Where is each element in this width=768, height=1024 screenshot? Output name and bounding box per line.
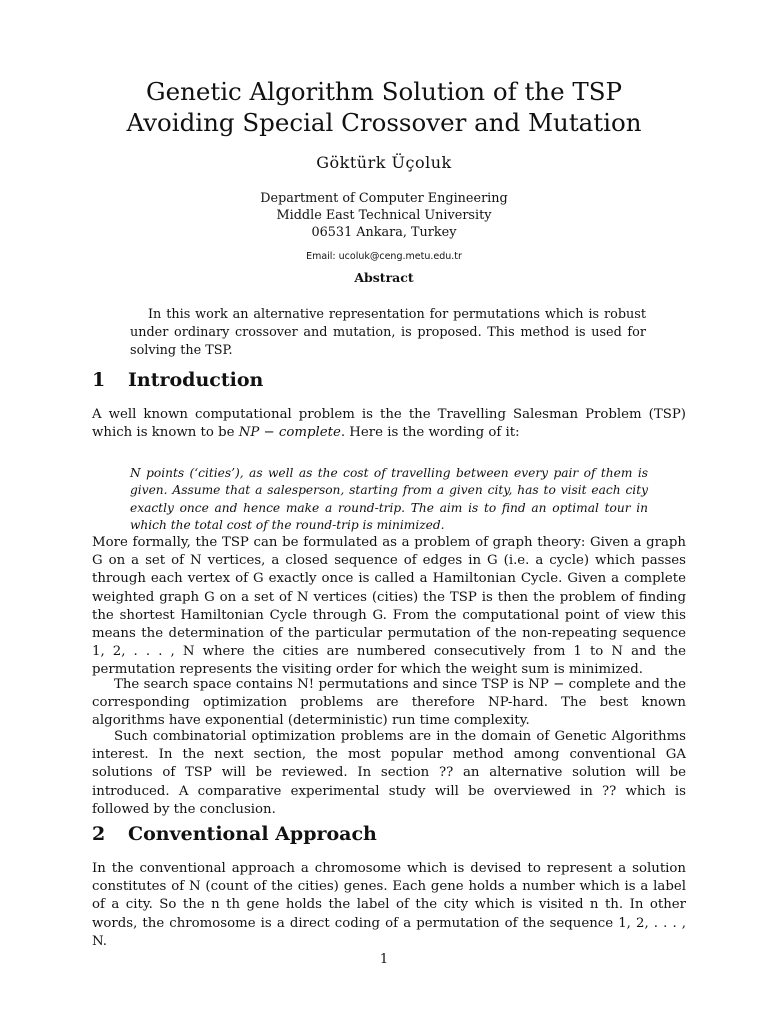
text-span: A well known computational problem is the the Travelling Salesman Problem (TSP) which is known to be bbox=[92, 407, 686, 441]
intro-paragraph-2: More formally, the TSP can be formulated as a problem of graph theory: Given a graph G on a set of N vertices, a closed sequence of edges in G (i.e. a cycle) which passes through each vertex of G exactly once is called a Hamiltonian Cycle. Given a complete weighted graph G on a set of N vertices (cities) the TSP is then the problem of finding the shortest Hamiltonian Cycle through G. From the computational point of view this means the determination of the particular permutation of the non-repeating sequence 1, 2, . . . , N where the cities are numbered consecutively from 1 to N and the permutation represents the visiting order for which the weight sum is minimized. bbox=[92, 535, 686, 678]
affiliation-line: 06531 Ankara, Turkey bbox=[311, 225, 457, 240]
section-title: Conventional Approach bbox=[128, 823, 377, 845]
author-email: Email: ucoluk@ceng.metu.edu.tr bbox=[306, 251, 462, 262]
section-number: 1 bbox=[92, 369, 106, 391]
author-name: Göktürk Üçoluk bbox=[316, 153, 452, 172]
text-span: . Here is the wording of it: bbox=[340, 425, 520, 441]
abstract-heading: Abstract bbox=[354, 270, 414, 285]
affiliation bbox=[0, 190, 768, 241]
paper-title bbox=[0, 76, 768, 138]
title-line-1: Genetic Algorithm Solution of the TSP bbox=[146, 77, 622, 106]
section-heading-introduction bbox=[92, 369, 263, 391]
affiliation-line: Department of Computer Engineering bbox=[260, 191, 508, 206]
section-heading-conventional-approach bbox=[92, 823, 377, 845]
intro-paragraph-1 bbox=[92, 406, 686, 442]
conventional-paragraph-1: In the conventional approach a chromosome which is devised to represent a solution constitutes of N (count of the cities) genes. Each gene holds a number which is a label of a city. So the n th gene holds the label of the city which is visited n th. In other words, the chromosome is a direct coding of a permutation of the sequence 1, 2, . . . , N. bbox=[92, 861, 686, 949]
section-number: 2 bbox=[92, 823, 106, 845]
section-title: Introduction bbox=[128, 369, 264, 391]
intro-paragraph-4: Such combinatorial optimization problems are in the domain of Genetic Algorithms interest. In the next section, the most popular method among conventional GA solutions of TSP will be reviewed. In section ?? an alternative solution will be introduced. A comparative experimental study will be overviewed in ?? which is followed by the conclusion. bbox=[92, 729, 686, 817]
tsp-definition-quote: N points (‘cities’), as well as the cost of travelling between every pair of them is given. Assume that a salesperson, starting from a given city, has to visit each city exactly once and hence make a round-trip. The aim is to find an optimal tour in which the total cost of the round-trip is minimized. bbox=[130, 466, 648, 532]
title-line-2: Avoiding Special Crossover and Mutation bbox=[126, 108, 642, 137]
affiliation-line: Middle East Technical University bbox=[276, 208, 492, 223]
intro-paragraph-3: The search space contains N! permutations and since TSP is NP − complete and the corresponding optimization problems are therefore NP-hard. The best known algorithms have exponential (deterministic) run time complexity. bbox=[92, 677, 686, 729]
page-number: 1 bbox=[379, 952, 389, 967]
abstract-text: In this work an alternative representation for permutations which is robust under ordinary crossover and mutation, is proposed. This method is used for solving the TSP. bbox=[130, 306, 646, 358]
math-span: NP − complete bbox=[238, 425, 341, 441]
